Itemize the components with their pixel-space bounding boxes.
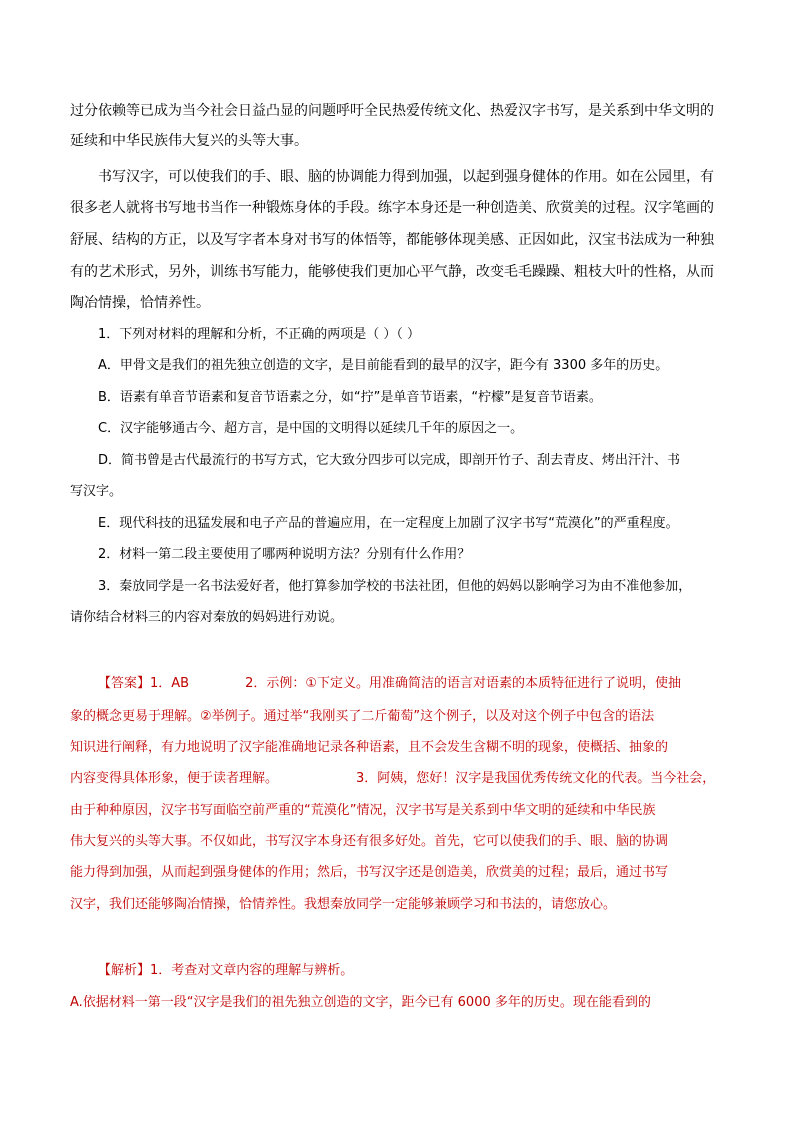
analysis-line: A.依据材料一第一段“汉字是我们的祖先独立创造的文字，距今已有 6000 多年的历史。现在能看到的	[70, 995, 651, 1010]
answer-line: 伟大复兴的头等大事。不仅如此，书写汉字本身还有很多好处。首先，它可以使我们的手、眼、脑的协调	[70, 834, 669, 849]
option-c: C．汉字能够通古今、超方言，是中国的文明得以延续几千年的原因之一。	[98, 421, 524, 436]
option-a: A．甲骨文是我们的祖先独立创造的文字，是目前能看到的最早的汉字，距今有 3300 多年的历史。	[98, 358, 669, 373]
answer-line: 能力得到加强，从而起到强身健体的作用；然后，书写汉字还是创造美，欣赏美的过程；最后，通过书写	[70, 865, 669, 880]
analysis-text: 1．考查对文章内容的理解与辨析。	[150, 963, 354, 978]
material-line: 延续和中华民族伟大复兴的头等大事。	[70, 133, 308, 149]
material-line: 很多老人就将书写地书当作一种锻炼身体的手段。练字本身还是一种创造美、欣赏美的过程。汉字笔画的	[70, 200, 714, 216]
answer-3: 3．阿姨，您好！汉字是我国优秀传统文化的代表。当今社会，	[356, 771, 716, 786]
question-3: 3．秦放同学是一名书法爱好者，他打算参加学校的书法社团，但他的妈妈以影响学习为由不准他参加，	[98, 579, 692, 594]
answer-text: 内容变得具体形象，便于读者理解。	[70, 771, 279, 786]
answer-2: 2．示例：①下定义。用准确简洁的语言对语素的本质特征进行了说明，使抽	[245, 676, 682, 691]
answer-line: 汉字，我们还能够陶冶情操，恰情养性。我想秦放同学一定能够兼顾学习和书法的，请您放心。	[70, 897, 617, 912]
answer-line: 象的概念更易于理解。②举例子。通过举“我刚买了二斤葡萄”这个例子，以及对这个例子中包含的语法	[70, 709, 655, 724]
question-3-cont: 请你结合材料三的内容对秦放的妈妈进行劝说。	[70, 610, 344, 625]
material-line: 过分依赖等已成为当今社会日益凸显的问题呼吁全民热爱传统文化、热爱汉字书写，是关系到中华文明的	[70, 103, 714, 119]
answer-line: 知识进行阐释，有力地说明了汉字能准确地记录各种语素，且不会发生含糊不明的现象，使概括、抽象的	[70, 740, 669, 755]
option-d-cont: 写汉字。	[70, 484, 123, 499]
material-line: 舒展、结构的方正，以及写字者本身对书写的体悟等，都能够体现美感、正因如此，汉宝书法成为一种独	[70, 232, 714, 248]
answer-line	[98, 674, 734, 694]
answer-line	[70, 769, 734, 789]
option-e: E．现代科技的迅猛发展和电子产品的普遍应用，在一定程度上加剧了汉字书写“荒漠化”的严重程度。	[98, 516, 679, 531]
answer-1: 1．AB	[150, 676, 190, 691]
option-b: B．语素有单音节语素和复音节语素之分，如“拧”是单音节语素，“柠檬”是复音节语素。	[98, 390, 602, 405]
answer-tag: 【答案】	[98, 676, 151, 691]
question-1: 1．下列对材料的理解和分析，不正确的两项是（ ）（ ）	[98, 327, 421, 342]
material-line: 书写汉字，可以使我们的手、眼、脑的协调能力得到加强，以起到强身健体的作用。如在公园里，有	[98, 169, 714, 185]
material-line: 陶冶情操，恰情养性。	[70, 295, 210, 311]
option-d: D．简书曾是古代最流行的书写方式，它大致分四步可以完成，即剖开竹子、刮去青皮、烤出汗汁、书	[98, 453, 681, 468]
question-2: 2．材料一第二段主要使用了哪两种说明方法？分别有什么作用？	[98, 547, 471, 562]
analysis-line	[98, 961, 734, 981]
answer-line: 由于种种原因，汉字书写面临空前严重的“荒漠化”情况，汉字书写是关系到中华文明的延续和中华民族	[70, 803, 656, 818]
analysis-tag: 【解析】	[98, 963, 151, 978]
material-line: 有的艺术形式，另外，训练书写能力，能够使我们更加心平气静，改变毛毛躁躁、粗枝大叶的性格，从而	[70, 264, 714, 280]
